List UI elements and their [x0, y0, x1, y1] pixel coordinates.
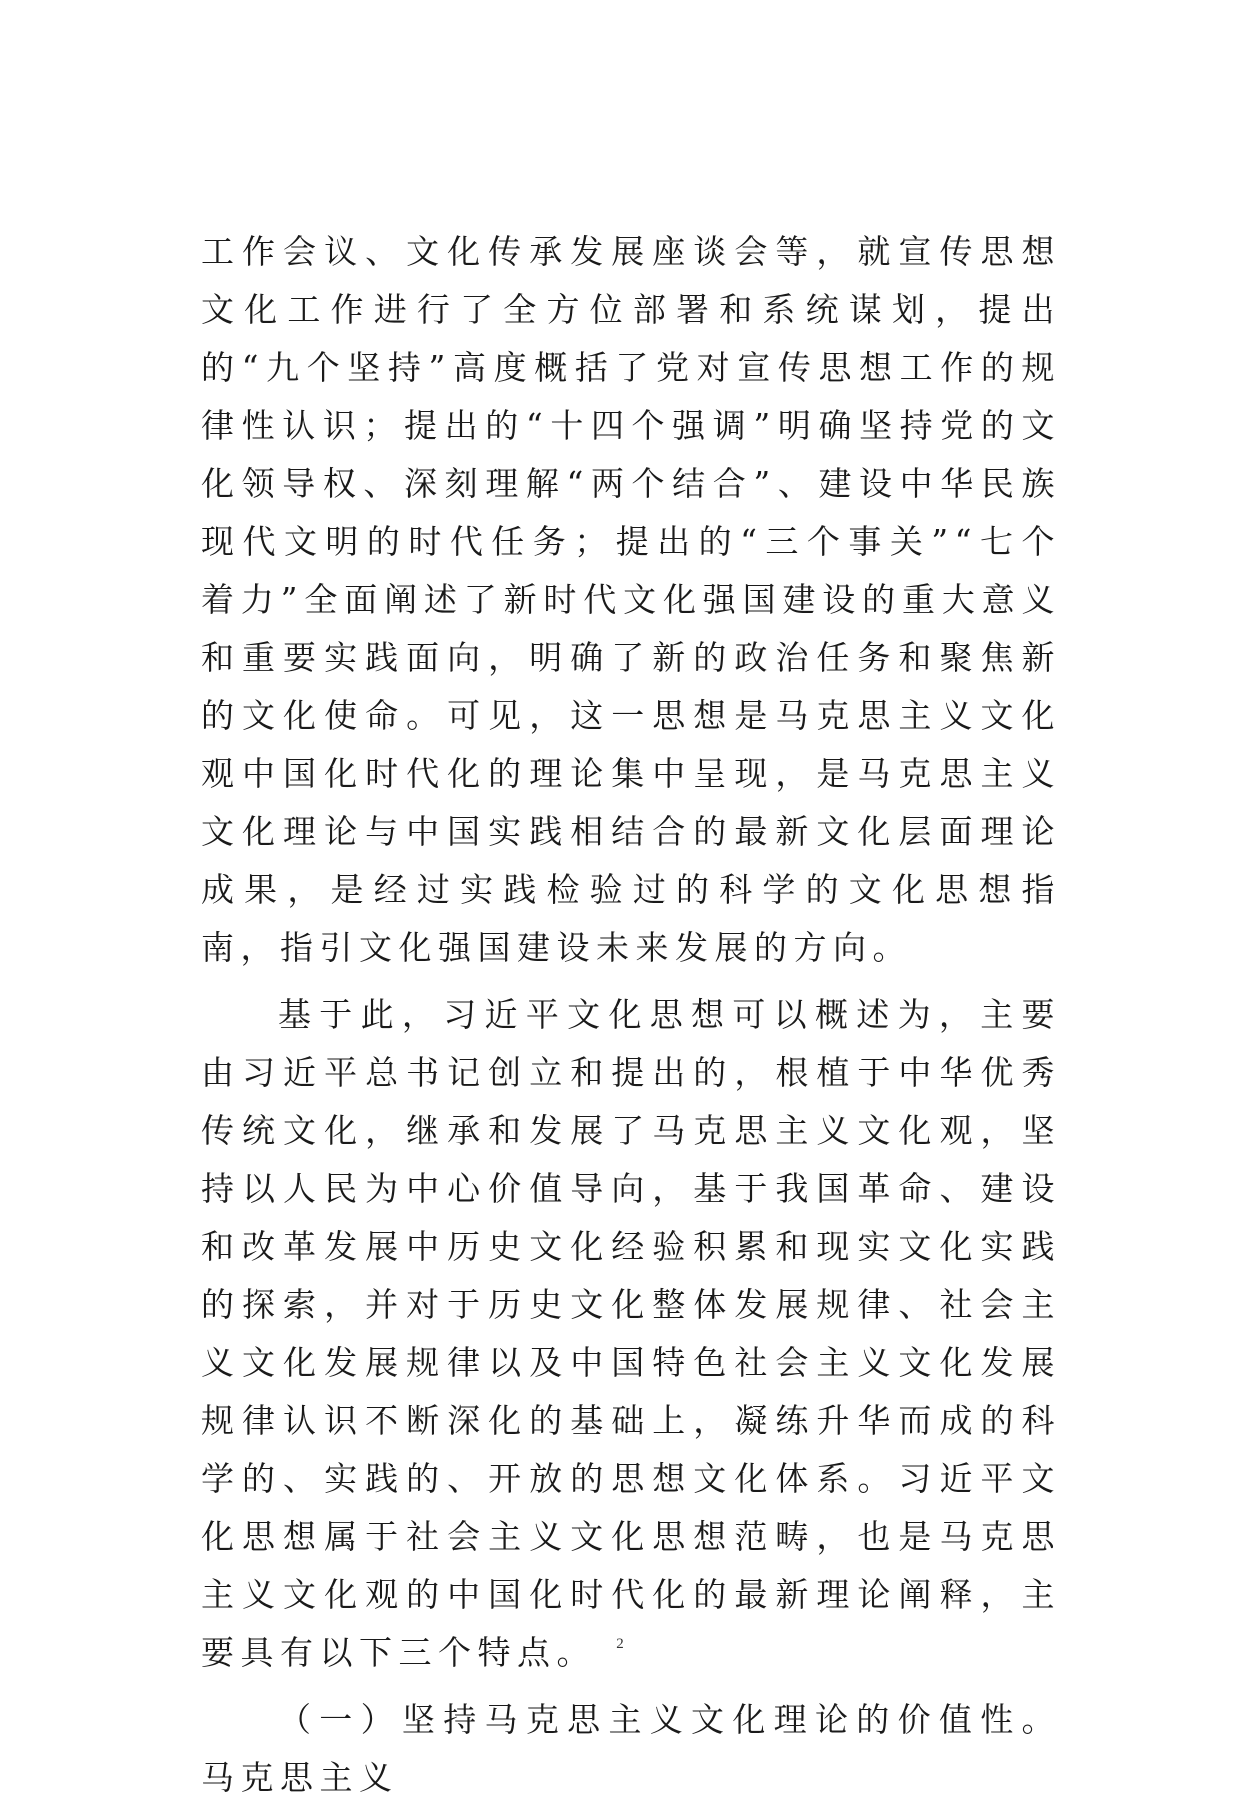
page-number: 2 [616, 1636, 624, 1652]
section-heading-paragraph: （一）坚持马克思主义文化理论的价值性。马克思主义 [201, 1700, 1061, 1797]
paragraph-definition: 基于此，习近平文化思想可以概述为，主要由习近平总书记创立和提出的，根植于中华优秀传统文化，继承和发展了马克思主义文化观，坚持以人民为中心价值导向，基于我国革命、建设和改革发展中历史文化经验积累和现实文化实践的探索，并对于历史文化整体发展规律、社会主义文化发展规律以及中国特色社会主义文化发展规律认识不断深化的基础上，凝练升华而成的科学的、实践的、开放的思想文化体系。习近平文化思想属于社会主义文化思想范畴，也是马克思主义文化观的中国化时代化的最新理论阐释，主要具有以下三个特点。 [201, 995, 1061, 1672]
body-text [201, 223, 1061, 1807]
paragraph-continued: 工作会议、文化传承发展座谈会等，就宣传思想文化工作进行了全方位部署和系统谋划，提出的“九个坚持”高度概括了党对宣传思想工作的规律性认识；提出的“十四个强调”明确坚持党的文化领导权、深刻理解“两个结合”、建设中华民族现代文明的时代任务；提出的“三个事关”“七个着力”全面阐述了新时代文化强国建设的重大意义和重要实践面向，明确了新的政治任务和聚焦新的文化使命。可见，这一思想是马克思主义文化观中国化时代化的理论集中呈现，是马克思主义文化理论与中国实践相结合的最新文化层面理论成果，是经过实践检验过的科学的文化思想指南，指引文化强国建设未来发展的方向。 [201, 232, 1061, 967]
